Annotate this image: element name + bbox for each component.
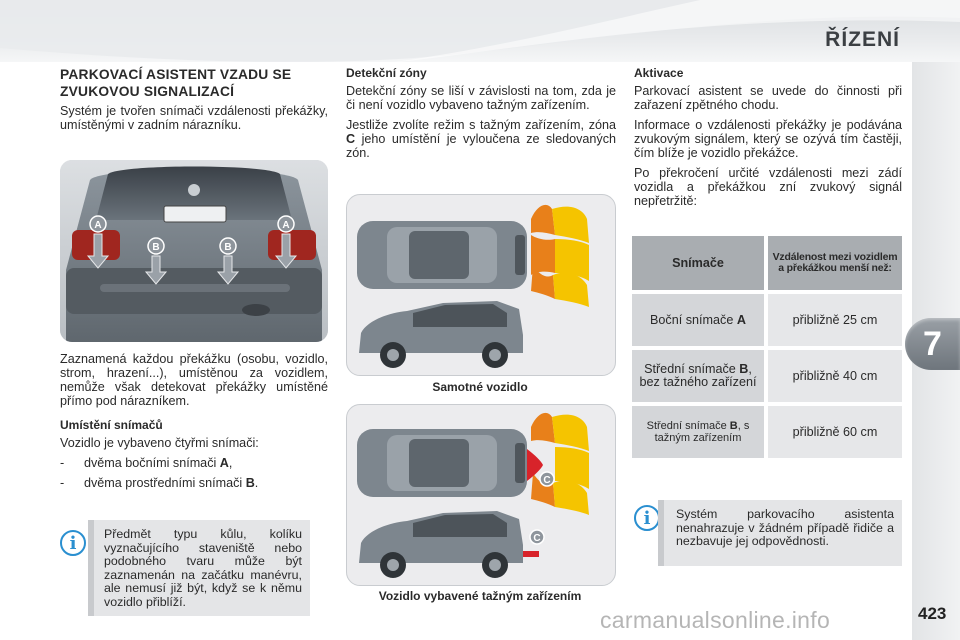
table-cell-distance: přibližně 40 cm xyxy=(768,350,902,402)
list-dash: - xyxy=(60,476,65,490)
table-cell-sensor xyxy=(632,294,764,346)
description-paragraph: Zaznamená každou překážku (osobu, vozidlo, strom, hrazení...), umístěnou za vozidlem, nemůže však detekovat překážky umístěné přímo pod nárazníkem. xyxy=(60,352,328,408)
table-header-distance: Vzdálenost mezi vozidlem a překážkou menší než: xyxy=(768,236,902,290)
sensor-b-right-label: B xyxy=(224,242,232,253)
car-top-view xyxy=(357,221,527,289)
sensor-suffix: , s tažným zařízením xyxy=(654,420,750,444)
sensor-text: Boční snímače xyxy=(650,312,737,327)
zone-code: C xyxy=(346,132,356,146)
table-row xyxy=(632,350,902,402)
list-text: dvěma prostředními snímači xyxy=(84,476,246,490)
column-middle xyxy=(346,66,616,166)
info-icon: i xyxy=(634,505,660,531)
column-left xyxy=(60,66,328,138)
activation-p3: Po překročení určité vzdálenosti mezi zádí vozidla a překážkou zní zvukový signál nepřetržitě: xyxy=(634,166,902,208)
table-header-sensors: Snímače xyxy=(632,236,764,290)
detection-zones xyxy=(531,205,589,307)
list-item xyxy=(60,476,328,490)
sensors-intro: Vozidlo je vybaveno čtyřmi snímači: xyxy=(60,436,259,450)
page-number: 423 xyxy=(918,604,947,623)
activation-p1: Parkovací asistent se uvede do činnosti při zařazení zpětného chodu. xyxy=(634,84,902,112)
diagram-vehicle-with-towbar xyxy=(346,404,616,586)
info-box-right xyxy=(658,500,902,566)
table-cell-distance: přibližně 60 cm xyxy=(768,406,902,458)
sensor-code: B xyxy=(739,362,749,376)
info-icon: i xyxy=(60,530,86,556)
column-left-lower xyxy=(60,352,328,496)
info-box-left xyxy=(88,520,310,616)
car-side-view xyxy=(359,301,523,368)
list-dash: - xyxy=(60,456,65,470)
sensor-code: B xyxy=(729,420,738,432)
sensor-a-left-label: A xyxy=(94,220,102,231)
info-text-right: Systém parkovacího asistenta nenahrazuje v žádném případě řidiče a nezbavuje jej odpovědnosti. xyxy=(676,507,894,549)
table-row xyxy=(632,294,902,346)
list-text: dvěma bočními snímači xyxy=(84,456,220,470)
chapter-number-tab: 7 xyxy=(905,318,960,370)
header-swoosh xyxy=(0,0,960,70)
diagram2-caption: Vozidlo vybavené tažným zařízením xyxy=(378,589,582,603)
watermark: carmanualsonline.info xyxy=(600,607,831,633)
sensor-a-right-label: A xyxy=(282,220,290,231)
sensors-title: Umístění snímačů xyxy=(60,418,163,432)
detection-zones-paragraph: Detekční zóny se liší v závislosti na tom, zda je či není vozidlo vybaveno tažným zařízením. xyxy=(346,84,616,112)
zone-c-label-top: C xyxy=(543,475,551,486)
car-side-view xyxy=(359,511,539,578)
column-right xyxy=(634,66,902,214)
table-header-row xyxy=(632,236,902,290)
towbar-text-end: jeho umístění je vyloučena ze sledovaných zón. xyxy=(346,132,616,160)
intro-paragraph: Systém je tvořen snímači vzdálenosti překážky, umístěnými v zadním nárazníku. xyxy=(60,104,328,132)
sensor-code: A xyxy=(736,312,746,327)
towbar-text-start: Jestliže zvolíte režim s tažným zařízením, zóna xyxy=(346,118,616,132)
section-title: PARKOVACÍ ASISTENT VZADU SE ZVUKOVOU SIGNALIZACÍ xyxy=(60,67,292,99)
info-text-left: Předmět typu kůlu, kolíku vyznačujícího staveniště nebo podobného tvaru může být zaznamenán na začátku manévru, ale nemusí již být, když se k němu vozidlo přiblíží. xyxy=(104,527,302,609)
table-cell-sensor xyxy=(632,406,764,458)
list-item xyxy=(60,456,328,470)
list-code: A xyxy=(219,456,229,470)
detection-zones-title: Detekční zóny xyxy=(346,66,427,80)
towbar-paragraph xyxy=(346,118,616,160)
sensor-b-left-label: B xyxy=(152,242,160,253)
car-rear-image xyxy=(60,160,328,342)
activation-title: Aktivace xyxy=(634,66,684,80)
table-cell-distance: přibližně 25 cm xyxy=(768,294,902,346)
zone-c-label-side: C xyxy=(533,533,541,544)
sensor-text: Střední snímače xyxy=(646,420,730,432)
activation-p2: Informace o vzdálenosti překážky je podávána zvukovým signálem, který se ozývá tím častěji, čím blíže je vozidlo překážce. xyxy=(634,118,902,160)
list-end: . xyxy=(254,476,259,490)
diagram1-caption: Samotné vozidlo xyxy=(432,380,528,394)
sensor-suffix: , bez tažného zařízení xyxy=(639,362,757,389)
chapter-title: ŘÍZENÍ xyxy=(825,28,900,51)
distance-table xyxy=(632,236,902,462)
table-row xyxy=(632,406,902,458)
diagram-vehicle-only xyxy=(346,194,616,376)
car-top-view xyxy=(357,429,527,497)
list-end: , xyxy=(228,456,233,470)
table-cell-sensor xyxy=(632,350,764,402)
sensor-text: Střední snímače xyxy=(644,362,740,376)
list-code: B xyxy=(245,476,255,490)
detection-zones xyxy=(527,413,589,515)
